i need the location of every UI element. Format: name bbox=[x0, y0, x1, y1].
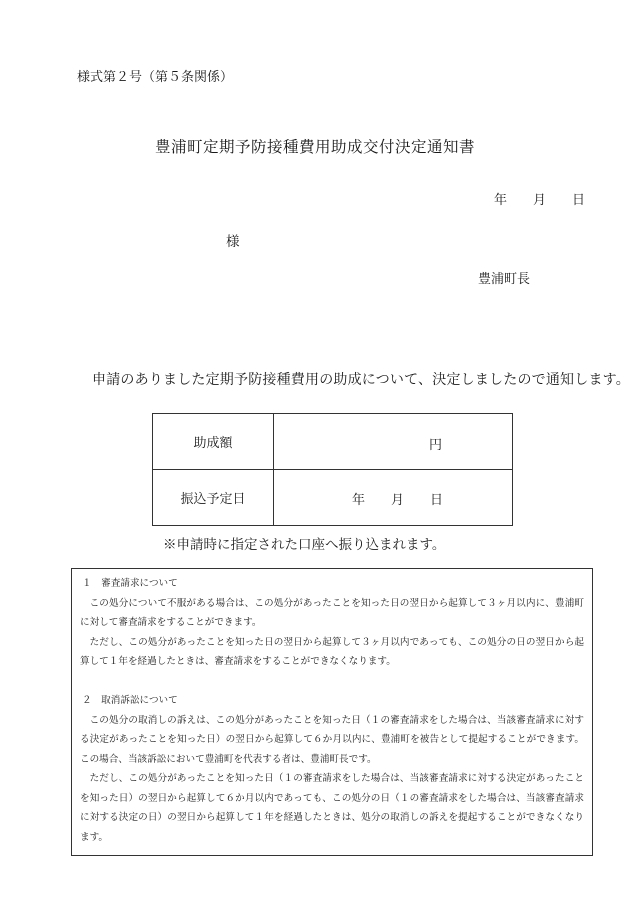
section2-paragraph-2: ただし、この処分があったことを知った日（１の審査請求をした場合は、当該審査請求に対する決定があったことを知った日）の翌日から起算して６か月以内であっても、この処分の日（１の審査請求をした場合は、当該審査請求に対する決定の日）の翌日から起算して１年を経過したときは、処分の取消しの訴えを提起することができなくなります。 bbox=[80, 773, 584, 843]
transfer-date-row bbox=[153, 470, 513, 526]
appeal-info-box bbox=[71, 568, 593, 856]
amount-label: 助成額 bbox=[153, 414, 274, 470]
document-title: 豊浦町定期予防接種費用助成交付決定通知書 bbox=[154, 138, 475, 156]
notice-body: 申請のありました定期予防接種費用の助成について、決定しましたので通知します。 bbox=[92, 372, 630, 388]
section2-heading: ２ 取消訴訟について bbox=[82, 695, 178, 706]
subsidy-table bbox=[152, 413, 513, 526]
amount-unit: 円 bbox=[428, 438, 442, 453]
transfer-date-label: 振込予定日 bbox=[153, 470, 274, 526]
transfer-month-label: 月 bbox=[391, 493, 405, 508]
date-day-label: 日 bbox=[572, 193, 586, 208]
section1-heading: １ 審査請求について bbox=[82, 578, 178, 589]
recipient-suffix: 様 bbox=[226, 234, 240, 250]
transfer-date-value bbox=[352, 489, 443, 508]
amount-row bbox=[153, 414, 513, 470]
issuer-name: 豊浦町長 bbox=[478, 272, 531, 287]
amount-value-cell bbox=[274, 414, 513, 470]
transfer-note: ※申請時に指定された口座へ振り込まれます。 bbox=[163, 537, 446, 553]
date-month-label: 月 bbox=[533, 193, 547, 208]
transfer-date-cell bbox=[274, 470, 513, 526]
date-year-label: 年 bbox=[494, 193, 508, 208]
section2-paragraph-1: この処分の取消しの訴えは、この処分があったことを知った日（１の審査請求をした場合は、当該審査請求に対する決定があったことを知った日）の翌日から起算して６か月以内に、豊浦町を被告として提起することができます。この場合、当該訴訟において豊浦町を代表する者は、豊浦町長です。 bbox=[80, 714, 584, 765]
form-number: 様式第２号（第５条関係） bbox=[77, 70, 234, 85]
transfer-day-label: 日 bbox=[430, 493, 444, 508]
section1-paragraph-2: ただし、この処分があったことを知った日の翌日から起算して３ヶ月以内であっても、この処分の日の翌日から起算して１年を経過したときは、審査請求をすることができなくなります。 bbox=[80, 636, 584, 667]
issue-date bbox=[494, 189, 585, 208]
section1-paragraph-1: この処分について不服がある場合は、この処分があったことを知った日の翌日から起算して３ヶ月以内に、豊浦町に対して審査請求をすることができます。 bbox=[80, 597, 584, 628]
transfer-year-label: 年 bbox=[352, 493, 366, 508]
